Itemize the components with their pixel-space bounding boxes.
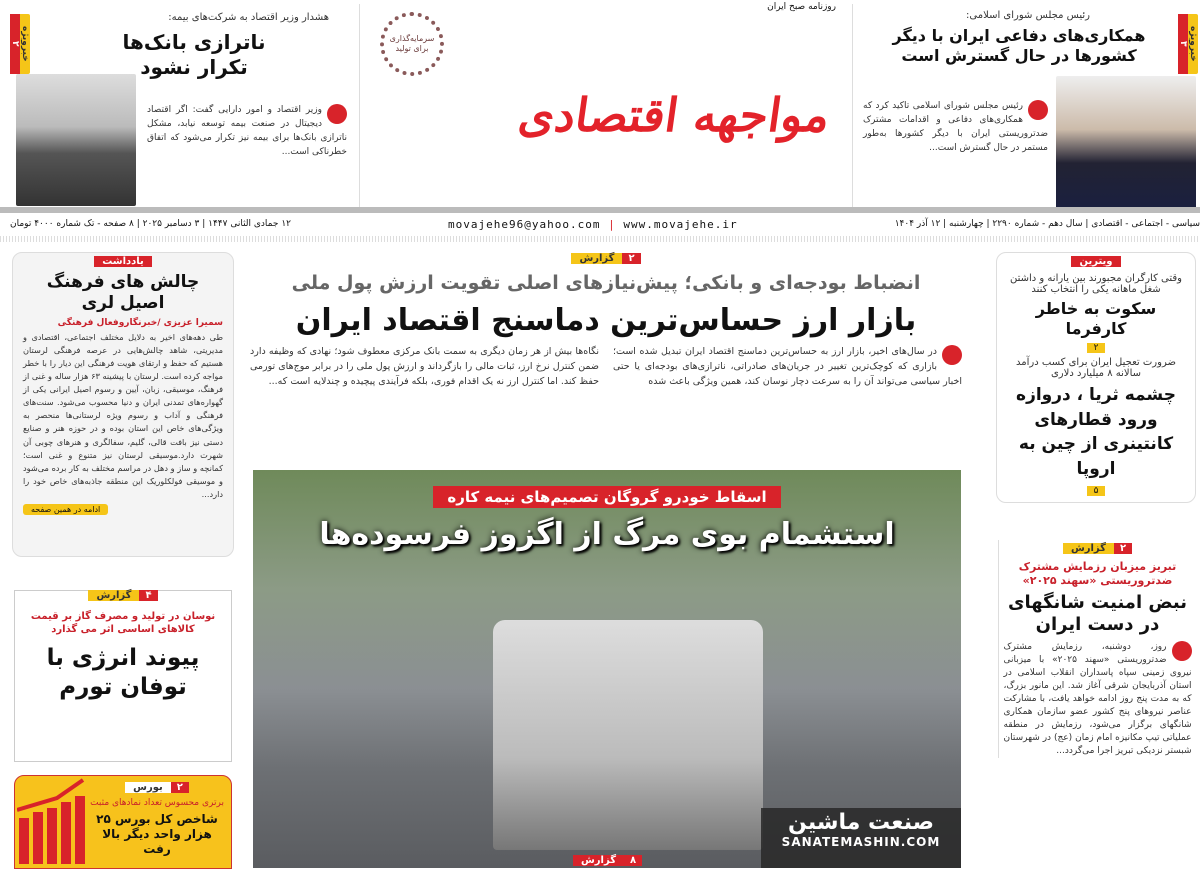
sahand-story bbox=[998, 540, 1196, 758]
vitrin-headline: سکوت به خاطر کارفرما bbox=[1035, 299, 1157, 338]
vitrin-kicker: ضرورت تعجیل ایران برای کسب درآمد سالانه ۸ میلیارد دلاری bbox=[1016, 357, 1176, 379]
energy-story bbox=[14, 590, 232, 762]
publication-logo-icon bbox=[1172, 641, 1192, 661]
lead-body bbox=[250, 345, 962, 389]
speaker-photo bbox=[1056, 76, 1196, 210]
continue-link[interactable]: ادامه در همین صفحه bbox=[23, 504, 108, 515]
photo-tag bbox=[573, 852, 642, 868]
energy-headline: پیوند انرژی با توفان تورم bbox=[46, 645, 200, 700]
divider-bar bbox=[0, 207, 1200, 213]
car-photo bbox=[493, 620, 763, 850]
lead-headline: بازار ارز حساس‌ترین دماسنج اقتصاد ایران bbox=[295, 302, 917, 338]
report-tag bbox=[1063, 540, 1132, 556]
info-bar bbox=[10, 215, 1200, 233]
bourse-box bbox=[14, 775, 232, 869]
tag-label: گزارش bbox=[571, 253, 622, 264]
body-text bbox=[863, 100, 1048, 156]
tag-label: گزارش bbox=[1063, 543, 1114, 554]
page-ref[interactable]: ۲ bbox=[1087, 343, 1106, 353]
page-number: ۲ bbox=[622, 253, 640, 264]
publication-logo-icon bbox=[327, 104, 347, 124]
rising-chart-icon bbox=[17, 778, 87, 866]
photo-story bbox=[253, 470, 961, 868]
watermark-brand: صنعت ماشین bbox=[788, 810, 934, 835]
page-number: ۳ bbox=[1178, 14, 1188, 74]
tag-label: خبرویژه bbox=[20, 26, 30, 62]
page-number: ۲ bbox=[171, 782, 189, 793]
note-box bbox=[12, 252, 234, 557]
photo-kicker: اسقاط خودرو گروگان تصمیم‌های نیمه کاره bbox=[433, 486, 780, 508]
note-author: سمیرا عزیزی /خبرنگاروفعال فرهنگی bbox=[57, 317, 223, 328]
contact: movajehe96@yahoo.com | www.movajehe.ir bbox=[448, 217, 738, 231]
lead-body-left: نگاه‌ها بیش از هر زمان دیگری به سمت بانک مرکزی معطوف شود؛ نهادی که وظیفه دارد ضمن کنترل نرخ ارز، ثبات مالی را بازگرداند و ارزش پول ملی را در برابر موج‌های تورمی حفظ کند. اما کنترل ارز نه یک اقدام فوری، بلکه فرآیندی پیچیده و چندلایه است که... bbox=[250, 346, 599, 387]
vitrin-box bbox=[996, 252, 1196, 503]
tag-label: گزارش bbox=[88, 590, 139, 601]
top-right-story bbox=[852, 4, 1200, 210]
note-body: طی دهه‌های اخیر به دلایل مختلف اجتماعی، اقتصادی و مدیریتی، شاهد چالش‌هایی در عرصه فرهنگی لرستان هستیم که حفظ و ارتقای هویت فرهنگی این دیار را با خطر مواجه کرده است. لرستان با پیشینه ۶۳ هزار ساله و غنی از فرهنگ، موسیقی، زبان، آیین و رسوم اصیل ایرانی یکی از گهواره‌های تمدنی ایران و دنیا محسوب می‌شود. سنت‌های فرهنگی و آداب و رسوم ویژه لرستانی‌ها منحصر به ویژگی‌های خاص این استان بوده و در حوزه هنر و صنایع دستی نیز بافت قالی، گلیم، سفالگری و هنرهای چوبی آن شهرت دارد.موسیقی لرستان نیز متنوع و غنی است؛ کمانچه و ساز و دهل در مراسم مختلف به کار برده می‌شود و موسیقی فولکلوریک این منطقه جاذبه‌های خاص خود را دارد... bbox=[23, 331, 223, 499]
page-number: ۲ bbox=[10, 14, 20, 74]
energy-kicker: نوسان در تولید و مصرف گاز بر قیمت کالاهای اساسی اثر می گذارد bbox=[30, 611, 216, 635]
vitrin-headline: چشمه ثریا ، دروازه ورود قطارهای کانتینری از چین به اروپا bbox=[1016, 385, 1176, 479]
kicker: رئیس مجلس شورای اسلامی: bbox=[966, 10, 1090, 21]
publication-logo-icon bbox=[942, 345, 962, 365]
body: رئیس مجلس شورای اسلامی تاکید کرد که همکاری‌های دفاعی و اقدامات مشترک ضدتروریستی ایران با دیگر کشورها به‌طور مستمر در حال گسترش است... bbox=[863, 101, 1048, 153]
bourse-text bbox=[87, 779, 227, 857]
headline: ناترازی بانک‌ها تکرار نشود bbox=[122, 30, 266, 79]
tag-label: بورس bbox=[125, 782, 171, 793]
newspaper-title-logo: مواجهه اقتصادی bbox=[515, 88, 834, 142]
date-price: ۱۲ جمادی الثانی ۱۴۴۷ | ۳ دسامبر ۲۰۲۵ | ۸ صفحه - تک شماره ۴۰۰۰ تومان bbox=[10, 219, 291, 229]
website-link[interactable]: www.movajehe.ir bbox=[623, 217, 738, 231]
watermark-url: SANATEMASHIN.COM bbox=[781, 835, 941, 849]
note-tag bbox=[94, 253, 152, 269]
report-tag bbox=[88, 587, 157, 603]
sahand-headline: نبض امنیت شانگهای در دست ایران bbox=[1007, 591, 1188, 635]
info-bar-underline bbox=[0, 236, 1200, 242]
minister-photo bbox=[16, 74, 136, 206]
tag-label: ویترین bbox=[1071, 256, 1120, 267]
photo-headline: استشمام بوی مرگ از اگزوز فرسوده‌ها bbox=[319, 517, 895, 552]
lead-story bbox=[250, 250, 962, 389]
lead-kicker: انضباط بودجه‌ای و بانکی؛ پیش‌نیازهای اصلی تقویت ارزش پول ملی bbox=[291, 272, 921, 294]
page-number: ۲ bbox=[1114, 543, 1132, 554]
email-link[interactable]: movajehe96@yahoo.com bbox=[448, 217, 601, 231]
sahand-kicker: تبریز میزبان رزمایش مشترک ضدتروریستی «سهند ۲۰۲۵» bbox=[1018, 560, 1177, 587]
bourse-tag bbox=[125, 779, 189, 795]
masthead bbox=[370, 0, 840, 205]
issue-info: سیاسی - اجتماعی - اقتصادی | سال دهم - شماره ۲۲۹۰ | چهارشنبه | ۱۲ آذر ۱۴۰۴ bbox=[894, 219, 1200, 229]
page-number: ۸ bbox=[624, 855, 642, 866]
photo-titles bbox=[253, 486, 961, 554]
headline: همکاری‌های دفاعی ایران با دیگر کشورها در حال گسترش است bbox=[892, 26, 1146, 65]
vitrin-kicker: وقتی کارگران مجبورند بین یارانه و داشتن شغل ماهانه یکی را انتخاب کنند bbox=[1010, 273, 1182, 295]
sahand-body bbox=[1004, 641, 1192, 758]
publication-logo-icon bbox=[1028, 100, 1048, 120]
special-news-tag bbox=[1178, 14, 1198, 74]
body: وزیر اقتصاد و امور دارایی گفت: اگر اقتصاد دیجیتال در صنعت بیمه توسعه نیابد، مشکل ناترازی بانک‌ها برای بیمه نیز تکرار می‌شود که اتفاق خطرناکی است... bbox=[147, 105, 347, 157]
kicker: هشدار وزیر اقتصاد به شرکت‌های بیمه: bbox=[168, 12, 329, 23]
watermark bbox=[761, 808, 961, 868]
body-text bbox=[147, 104, 347, 160]
bourse-kicker: برتری محسوس تعداد نمادهای مثبت bbox=[90, 798, 224, 808]
vitrin-tag bbox=[1071, 253, 1120, 269]
tag-label: خبرویژه bbox=[1188, 26, 1198, 62]
page-number: ۴ bbox=[139, 590, 157, 601]
body: در سال‌های اخیر، بازار ارز به حساس‌ترین دماسنج اقتصاد ایران تبدیل شده است؛ بازاری که کوچک‌ترین تغییر در جریان‌های صادراتی، ناترازی‌های بودجه‌ای یا حتی اخبار سیاسی می‌تواند آن را به سرعت دچار نوسان کند، همین ویژگی باعث شده bbox=[613, 346, 962, 387]
bourse-headline: شاخص کل بورس ۲۵ هزار واحد دیگر بالا رفت bbox=[96, 812, 218, 857]
body: روز، دوشنبه، رزمایش مشترک ضدتروریستی «سهند ۲۰۲۵» با میزبانی نیروی زمینی سپاه پاسداران انقلاب اسلامی در استان آذربایجان شرقی آغاز شد. این مانور بزرگ، که به مدت پنج روز ادامه خواهد یافت، با مشارکت عناصر نیروهای پنج کشور عضو سازمان همکاری شانگهای برگزار می‌شود، رزمایش در منطقه عملیاتی تیپ مکانیزه امام زمان (عج) در شهرستان شبستر نزدیکی تبریز اجرا می‌گردد... bbox=[1003, 641, 1192, 756]
special-news-tag bbox=[10, 14, 30, 74]
top-left-story bbox=[10, 4, 360, 210]
seal-logo: سرمایه‌گذاری برای تولید bbox=[380, 12, 444, 76]
tag-label: یادداشت bbox=[94, 256, 152, 267]
tag-label: گزارش bbox=[573, 855, 624, 866]
lead-tag bbox=[571, 250, 640, 266]
tagline: روزنامه صبح ایران bbox=[767, 2, 836, 12]
lead-body-right bbox=[613, 345, 962, 389]
note-headline: چالش های فرهنگ اصیل لری bbox=[46, 272, 200, 314]
page-ref[interactable]: ۵ bbox=[1087, 486, 1106, 496]
